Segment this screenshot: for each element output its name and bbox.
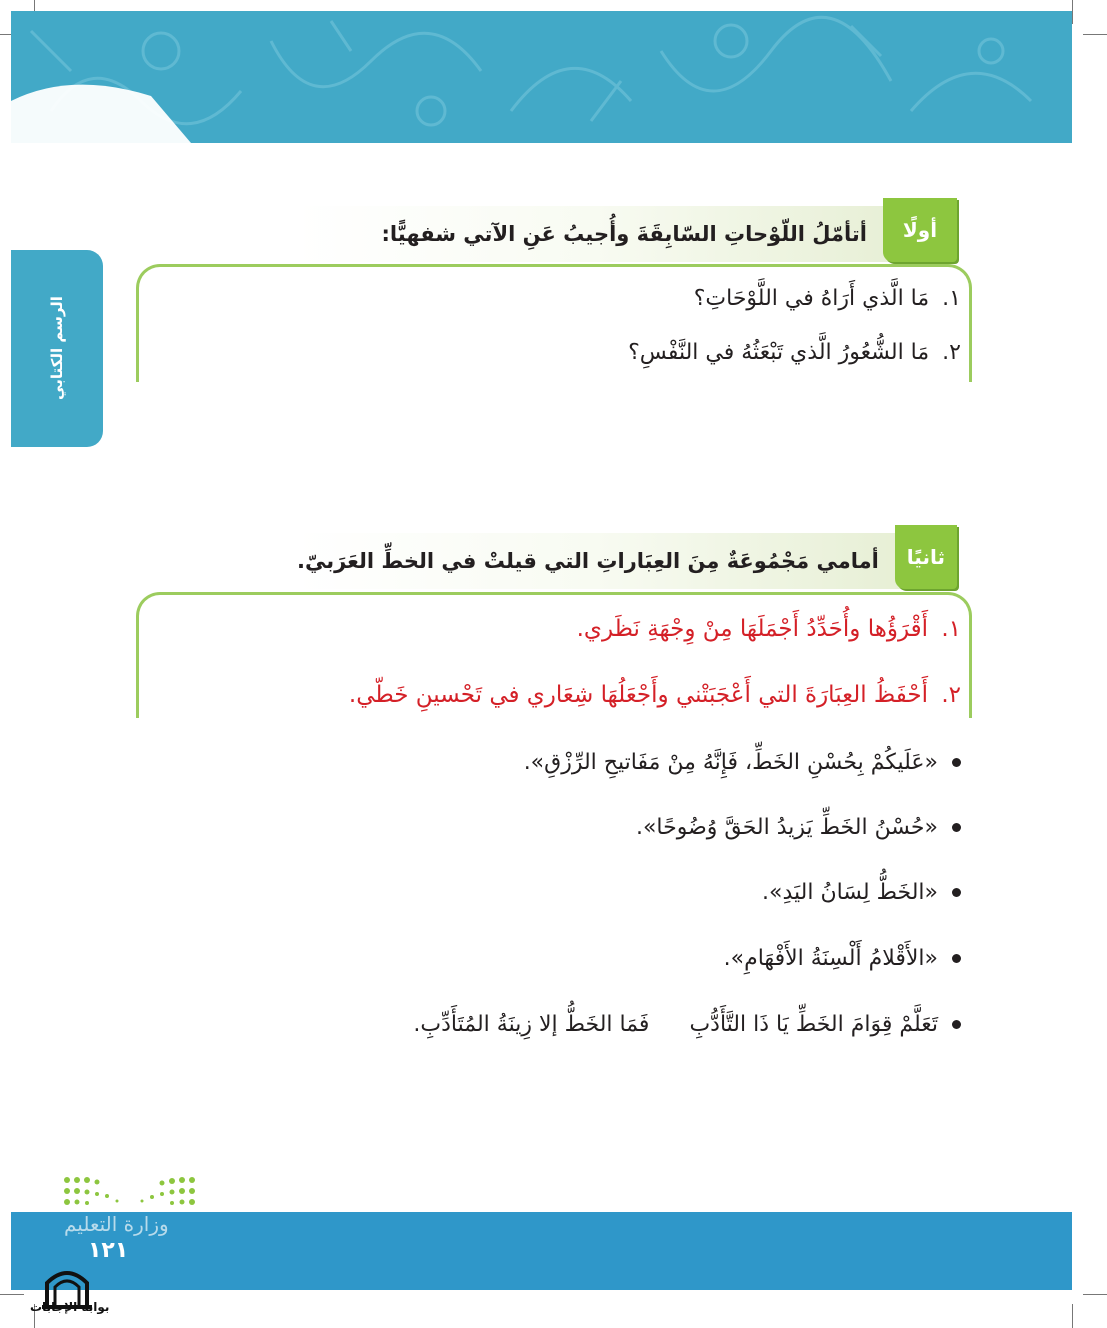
calligraphy-pattern: [11, 11, 1072, 143]
portal-logo-icon: [32, 1255, 102, 1325]
crop-mark: [1072, 1304, 1073, 1328]
verse: [413, 1012, 938, 1037]
bullet-icon: [952, 823, 961, 832]
quote-text: «الأَقْلامُ أَلْسِنَةُ الأَفْهَامِ».: [723, 946, 938, 971]
instruction-text: أَحْفَظُ العِبَارَةَ التي أَعْجَبَتْني وأَجْعَلُهَا شِعَاري في تَحْسينِ خَطّي.: [348, 682, 929, 708]
instruction-number: ١.: [941, 616, 961, 642]
portal-name: بوابة الإجابات: [30, 1300, 110, 1314]
verse-second-hemistich: فَمَا الخَطُّ إلا زِينَةُ المُتَأَدِّبِ.: [413, 1012, 650, 1037]
footer-bar: [11, 1212, 1072, 1290]
section1-title: أتأمّلُ اللّوْحاتِ السّابِقَةَ وأُجيبُ عَنِ الآتي شفهيًّا:: [381, 222, 867, 246]
quote-item: [724, 946, 961, 971]
question-number: ٢.: [942, 340, 961, 365]
page-number: ١٢١: [88, 1238, 129, 1263]
bullet-icon: [952, 954, 961, 963]
section2-header: [297, 533, 957, 589]
quote-item: [762, 880, 961, 905]
section1-question-1: [694, 286, 961, 311]
quote-text: «عَلَيكُمْ بِحُسْنِ الخَطِّ، فَإِنَّهُ مِنْ مَفَاتيحِ الرِّزْقِ».: [523, 750, 938, 775]
bullet-icon: [952, 888, 961, 897]
top-banner: [11, 11, 1072, 143]
question-text: مَا الَّذي أَرَاهُ في اللَّوْحَاتِ؟: [693, 286, 930, 311]
section2-instruction-1: [577, 616, 961, 642]
crop-mark: [1072, 0, 1073, 24]
bullet-icon: [952, 758, 961, 767]
side-tab: [11, 250, 103, 447]
quote-item: [524, 750, 961, 775]
quote-text: «الخَطُّ لِسَانُ اليَدِ».: [762, 880, 938, 905]
quote-item: [636, 815, 961, 840]
quote-text: «حُسْنُ الخَطِّ يَزيدُ الحَقَّ وُضُوحًا».: [635, 815, 938, 840]
section1-badge: أولًا: [883, 198, 957, 262]
side-tab-label: الرسم الكتابي: [48, 296, 66, 400]
question-number: ١.: [942, 286, 961, 311]
ministry-name: وزارة التعليم: [64, 1212, 169, 1236]
verse-first-hemistich: تَعَلَّمْ قِوَامَ الخَطِّ يَا ذَا التَّأَدُّبِ: [689, 1012, 938, 1037]
section2-badge: ثانيًا: [895, 525, 957, 589]
section1-question-2: [628, 340, 961, 365]
bullet-icon: [952, 1020, 961, 1029]
section1-header: [297, 206, 957, 262]
crop-mark: [1083, 1294, 1107, 1295]
crop-mark: [0, 1294, 24, 1295]
crop-mark: [1083, 34, 1107, 35]
instruction-text: أَقْرَؤُها وأُحَدِّدُ أَجْمَلَهَا مِنْ وِجْهَةِ نَظَري.: [576, 616, 929, 642]
section2-instruction-2: [349, 682, 961, 708]
instruction-number: ٢.: [941, 682, 961, 708]
verse-item: [413, 1012, 961, 1037]
section2-title: أمامي مَجْمُوعَةٌ مِنَ العِبَاراتِ التي قيلتْ في الخطِّ العَرَبيّ.: [297, 549, 879, 573]
question-text: مَا الشُّعُورُ الَّذي تَبْعَثُهُ في النَّفْسِ؟: [628, 340, 930, 365]
